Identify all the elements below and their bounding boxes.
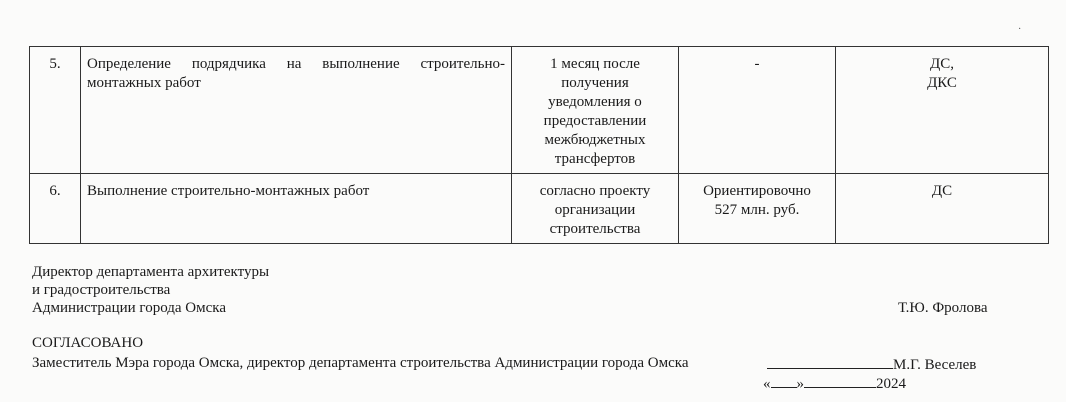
row-term-text: согласно проекту организации строительства bbox=[539, 183, 651, 237]
month-blank bbox=[804, 373, 876, 388]
row-term bbox=[512, 174, 679, 244]
table-row bbox=[30, 47, 1049, 174]
row-responsible-text: ДС bbox=[931, 183, 953, 199]
row-term bbox=[512, 47, 679, 174]
row-number: 5. bbox=[30, 47, 81, 174]
approval-date bbox=[763, 373, 906, 393]
approval-heading: СОГЛАСОВАНО bbox=[32, 335, 144, 351]
director-position-line2: и градостроительства bbox=[32, 282, 171, 298]
director-position bbox=[32, 263, 269, 317]
row-responsible bbox=[836, 174, 1049, 244]
row-task-name bbox=[81, 47, 512, 174]
row-cost bbox=[679, 47, 836, 174]
row-cost-text: - bbox=[754, 56, 760, 72]
approval-signature bbox=[767, 354, 976, 374]
row-cost bbox=[679, 174, 836, 244]
director-position-line3: Администрации города Омска bbox=[32, 300, 227, 316]
row-task-name-text: Выполнение строительно-монтажных работ bbox=[87, 183, 370, 199]
row-responsible-text: ДС, ДКС bbox=[927, 56, 957, 91]
table-row bbox=[30, 174, 1049, 244]
date-open-quote: « bbox=[763, 376, 771, 392]
corner-mark: · bbox=[1018, 24, 1022, 35]
director-position-line1: Директор департамента архитектуры bbox=[32, 264, 270, 280]
plan-table bbox=[29, 46, 1049, 244]
date-year: 2024 bbox=[876, 376, 906, 392]
approver-name: М.Г. Веселев bbox=[893, 357, 977, 373]
day-blank bbox=[771, 373, 797, 388]
director-name: Т.Ю. Фролова bbox=[898, 300, 988, 316]
row-number: 6. bbox=[30, 174, 81, 244]
row-responsible bbox=[836, 47, 1049, 174]
row-term-text: 1 месяц после получения уведомления о предоставлении межбюджетных трансфертов bbox=[543, 56, 647, 167]
date-close-quote: » bbox=[796, 376, 804, 392]
row-task-name-text: Определение подрядчика на выполнение строительно-монтажных работ bbox=[87, 56, 505, 91]
row-cost-text: Ориентировочно 527 млн. руб. bbox=[703, 183, 811, 218]
signature-line bbox=[767, 354, 893, 369]
row-task-name bbox=[81, 174, 512, 244]
approval-position: Заместитель Мэра города Омска, директор департамента строительства Администрации города Омска bbox=[32, 355, 689, 371]
